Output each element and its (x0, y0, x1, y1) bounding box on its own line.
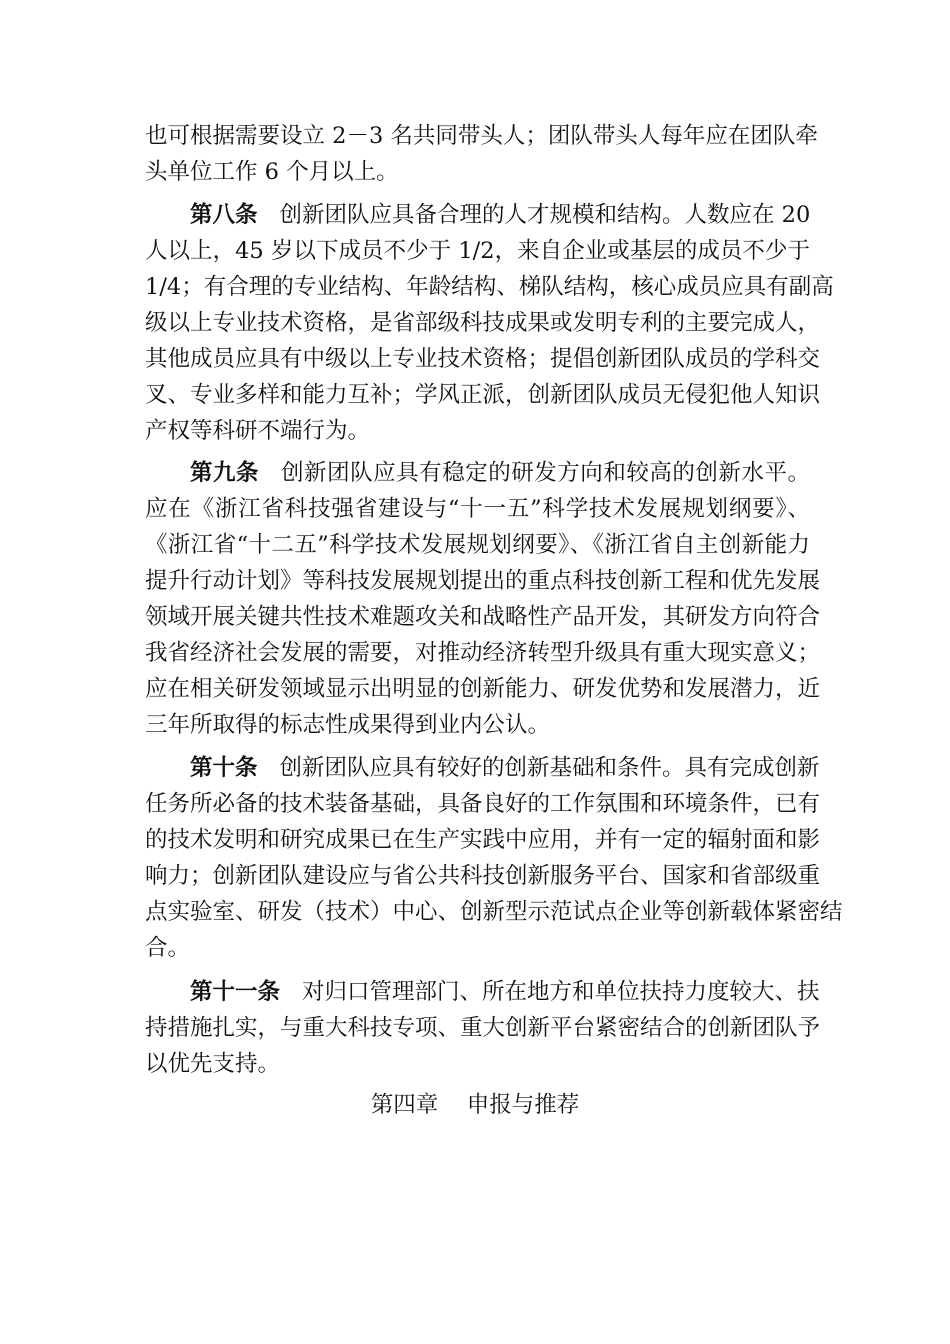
article-8-first-line (190, 197, 810, 233)
text-line: 1/4；有合理的专业结构、年龄结构、梯队结构，核心成员应具有副高 (145, 274, 834, 300)
text-line: 任务所必备的技术装备基础，具备良好的工作氛围和环境条件，已有 (145, 791, 821, 817)
article-10-label: 第十条 (190, 755, 258, 781)
text-line: 合。 (145, 935, 191, 961)
text-line: 也可根据需要设立 2－3 名共同带头人；团队带头人每年应在团队牵 (145, 123, 818, 149)
article-11-text: 对归口管理部门、所在地方和单位扶持力度较大、扶 (302, 979, 820, 1005)
text-line: 头单位工作 6 个月以上。 (145, 159, 399, 185)
text-line: 叉、专业多样和能力互补；学风正派，创新团队成员无侵犯他人知识 (145, 382, 821, 408)
text-line: 应在《浙江省科技强省建设与“十一五”科学技术发展规划纲要》、 (145, 496, 810, 522)
article-8-label: 第八条 (190, 202, 258, 228)
chapter-heading: 第四章 申报与推荐 (370, 1092, 580, 1118)
text-line: 应在相关研发领域显示出明显的创新能力、研发优势和发展潜力，近 (145, 676, 821, 702)
article-10-first-line (190, 750, 820, 786)
article-8-text: 创新团队应具备合理的人才规模和结构。人数应在 20 (279, 202, 811, 228)
article-9-first-line (190, 455, 810, 491)
text-line: 产权等科研不端行为。 (145, 418, 371, 444)
article-9-label: 第九条 (190, 460, 260, 486)
text-line: 我省经济社会发展的需要，对推动经济转型升级具有重大现实意义； (145, 640, 821, 666)
text-line: 响力；创新团队建设应与省公共科技创新服务平台、国家和省部级重 (145, 863, 821, 889)
text-line: 以优先支持。 (145, 1051, 281, 1077)
article-11-label: 第十一条 (190, 979, 281, 1005)
text-line: 提升行动计划》等科技发展规划提出的重点科技创新工程和优先发展 (145, 568, 821, 594)
text-line: 点实验室、研发（技术）中心、创新型示范试点企业等创新载体紧密结 (145, 899, 843, 925)
text-line: 人以上，45 岁以下成员不少于 1/2，来自企业或基层的成员不少于 (145, 238, 810, 264)
article-9-text: 创新团队应具有稳定的研发方向和较高的创新水平。 (281, 460, 810, 486)
article-10-text: 创新团队应具有较好的创新基础和条件。具有完成创新 (279, 755, 820, 781)
text-line: 领域开展关键共性技术难题攻关和战略性产品开发，其研发方向符合 (145, 604, 821, 630)
text-line: 的技术发明和研究成果已在生产实践中应用，并有一定的辐射面和影 (145, 827, 821, 853)
text-line: 三年所取得的标志性成果得到业内公认。 (145, 712, 551, 738)
text-line: 持措施扎实，与重大科技专项、重大创新平台紧密结合的创新团队予 (145, 1015, 821, 1041)
text-line: 其他成员应具有中级以上专业技术资格；提倡创新团队成员的学科交 (145, 346, 821, 372)
article-11-first-line (190, 974, 820, 1010)
text-line: 级以上专业技术资格，是省部级科技成果或发明专利的主要完成人， (145, 310, 821, 336)
text-line: 《浙江省“十二五”科学技术发展规划纲要》、《浙江省自主创新能力 (145, 532, 810, 558)
